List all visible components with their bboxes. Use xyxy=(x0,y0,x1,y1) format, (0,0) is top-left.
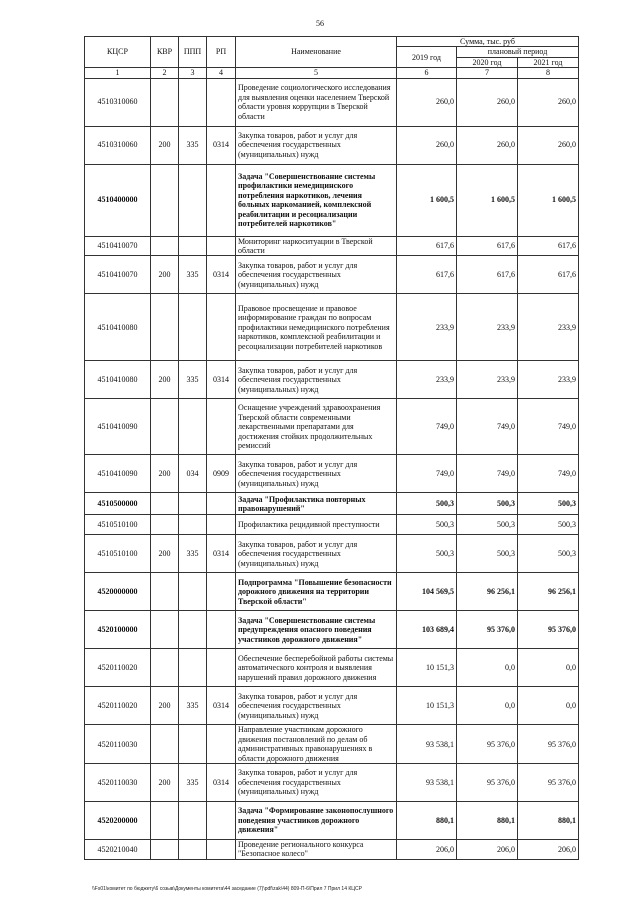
kvr-cell xyxy=(151,399,179,455)
kvr-cell: 200 xyxy=(151,126,179,164)
header-year-2019: 2019 год xyxy=(397,47,457,68)
name-cell: Закупка товаров, работ и услуг для обеспечения государственных (муниципальных) нужд xyxy=(236,764,397,802)
ppp-cell xyxy=(179,493,207,515)
amount-2020-cell: 206,0 xyxy=(457,840,518,860)
amount-2020-cell: 617,6 xyxy=(457,256,518,294)
ppp-cell xyxy=(179,611,207,649)
amount-2020-cell: 0,0 xyxy=(457,687,518,725)
table-row xyxy=(85,725,579,764)
kcsr-cell: 4510410090 xyxy=(85,455,151,493)
ppp-cell xyxy=(179,802,207,840)
amount-2020-cell: 233,9 xyxy=(457,294,518,361)
kcsr-cell: 4520210040 xyxy=(85,840,151,860)
header-kcsr: КЦСР xyxy=(85,37,151,68)
kcsr-cell: 4520110020 xyxy=(85,649,151,687)
kcsr-cell: 4510410080 xyxy=(85,361,151,399)
amount-2021-cell: 749,0 xyxy=(518,455,579,493)
name-cell: Оснащение учреждений здравоохранения Тверской области современными лекарственными препаратами для достижения стойких продолжительных ремиссий xyxy=(236,399,397,455)
kvr-cell xyxy=(151,515,179,535)
rp-cell xyxy=(207,78,236,126)
kvr-cell xyxy=(151,294,179,361)
ppp-cell: 335 xyxy=(179,535,207,573)
amount-2020-cell: 96 256,1 xyxy=(457,573,518,611)
table-row xyxy=(85,126,579,164)
kcsr-cell: 4520000000 xyxy=(85,573,151,611)
name-cell: Задача "Совершенствование системы профилактики немедицинского потребления наркотиков, лечения больных наркоманией, комплексной реабилитации и ресоциализации потребителей наркотиков" xyxy=(236,164,397,236)
amount-2019-cell: 500,3 xyxy=(397,493,457,515)
kcsr-cell: 4520110020 xyxy=(85,687,151,725)
name-cell: Задача "Профилактика повторных правонарушений" xyxy=(236,493,397,515)
kvr-cell: 200 xyxy=(151,256,179,294)
kcsr-cell: 4510410080 xyxy=(85,294,151,361)
name-cell: Закупка товаров, работ и услуг для обеспечения государственных (муниципальных) нужд xyxy=(236,535,397,573)
amount-2021-cell: 500,3 xyxy=(518,515,579,535)
ppp-cell xyxy=(179,649,207,687)
kvr-cell: 200 xyxy=(151,687,179,725)
table-row xyxy=(85,535,579,573)
amount-2019-cell: 260,0 xyxy=(397,78,457,126)
amount-2020-cell: 95 376,0 xyxy=(457,611,518,649)
rp-cell: 0909 xyxy=(207,455,236,493)
column-number: 7 xyxy=(457,68,518,78)
kcsr-cell: 4510410070 xyxy=(85,256,151,294)
ppp-cell xyxy=(179,840,207,860)
amount-2020-cell: 749,0 xyxy=(457,455,518,493)
footer-file-path: \\Fs01\комитет по бюджету\6 созыв\Документы комитета\44 заседание (7)\pdf\zak\44) 809-П-6\Прил 7 Прил 14 КЦСР xyxy=(92,886,362,892)
ppp-cell: 335 xyxy=(179,126,207,164)
rp-cell: 0314 xyxy=(207,764,236,802)
amount-2019-cell: 617,6 xyxy=(397,236,457,256)
amount-2020-cell: 1 600,5 xyxy=(457,164,518,236)
amount-2021-cell: 233,9 xyxy=(518,294,579,361)
amount-2021-cell: 880,1 xyxy=(518,802,579,840)
name-cell: Направление участникам дорожного движения постановлений по делам об административных правонарушениях в области дорожного движения xyxy=(236,725,397,764)
name-cell: Проведение регионального конкурса "Безопасное колесо" xyxy=(236,840,397,860)
column-number: 6 xyxy=(397,68,457,78)
rp-cell xyxy=(207,515,236,535)
table-row xyxy=(85,256,579,294)
kcsr-cell: 4510400000 xyxy=(85,164,151,236)
rp-cell: 0314 xyxy=(207,126,236,164)
table-row xyxy=(85,361,579,399)
ppp-cell: 335 xyxy=(179,256,207,294)
amount-2020-cell: 0,0 xyxy=(457,649,518,687)
amount-2021-cell: 233,9 xyxy=(518,361,579,399)
kcsr-cell: 4510500000 xyxy=(85,493,151,515)
table-row xyxy=(85,236,579,256)
header-name: Наименование xyxy=(236,37,397,68)
amount-2021-cell: 95 376,0 xyxy=(518,611,579,649)
kcsr-cell: 4520200000 xyxy=(85,802,151,840)
amount-2021-cell: 96 256,1 xyxy=(518,573,579,611)
kvr-cell: 200 xyxy=(151,455,179,493)
ppp-cell xyxy=(179,164,207,236)
ppp-cell xyxy=(179,725,207,764)
amount-2020-cell: 95 376,0 xyxy=(457,764,518,802)
ppp-cell: 335 xyxy=(179,361,207,399)
amount-2020-cell: 260,0 xyxy=(457,78,518,126)
ppp-cell xyxy=(179,399,207,455)
table-row xyxy=(85,164,579,236)
ppp-cell: 335 xyxy=(179,687,207,725)
table-row xyxy=(85,611,579,649)
ppp-cell xyxy=(179,236,207,256)
kvr-cell xyxy=(151,493,179,515)
table-row xyxy=(85,573,579,611)
amount-2020-cell: 95 376,0 xyxy=(457,725,518,764)
amount-2020-cell: 749,0 xyxy=(457,399,518,455)
name-cell: Профилактика рецидивной преступности xyxy=(236,515,397,535)
kcsr-cell: 4510510100 xyxy=(85,515,151,535)
amount-2021-cell: 0,0 xyxy=(518,649,579,687)
amount-2020-cell: 260,0 xyxy=(457,126,518,164)
kvr-cell xyxy=(151,725,179,764)
name-cell: Закупка товаров, работ и услуг для обеспечения государственных (муниципальных) нужд xyxy=(236,687,397,725)
amount-2021-cell: 500,3 xyxy=(518,493,579,515)
amount-2019-cell: 10 151,3 xyxy=(397,687,457,725)
amount-2019-cell: 93 538,1 xyxy=(397,725,457,764)
kcsr-cell: 4510310060 xyxy=(85,78,151,126)
amount-2019-cell: 104 569,5 xyxy=(397,573,457,611)
amount-2021-cell: 260,0 xyxy=(518,78,579,126)
table-row xyxy=(85,687,579,725)
column-number: 2 xyxy=(151,68,179,78)
amount-2021-cell: 1 600,5 xyxy=(518,164,579,236)
kvr-cell xyxy=(151,649,179,687)
amount-2021-cell: 95 376,0 xyxy=(518,764,579,802)
rp-cell xyxy=(207,493,236,515)
rp-cell xyxy=(207,573,236,611)
header-sum: Сумма, тыс. руб xyxy=(397,37,579,47)
kcsr-cell: 4520100000 xyxy=(85,611,151,649)
budget-table xyxy=(84,36,579,860)
amount-2019-cell: 233,9 xyxy=(397,361,457,399)
rp-cell xyxy=(207,236,236,256)
rp-cell: 0314 xyxy=(207,535,236,573)
name-cell: Закупка товаров, работ и услуг для обеспечения государственных (муниципальных) нужд xyxy=(236,361,397,399)
rp-cell xyxy=(207,164,236,236)
amount-2019-cell: 93 538,1 xyxy=(397,764,457,802)
rp-cell xyxy=(207,802,236,840)
rp-cell xyxy=(207,611,236,649)
column-number: 5 xyxy=(236,68,397,78)
kvr-cell xyxy=(151,611,179,649)
amount-2019-cell: 233,9 xyxy=(397,294,457,361)
amount-2019-cell: 103 689,4 xyxy=(397,611,457,649)
rp-cell: 0314 xyxy=(207,256,236,294)
amount-2019-cell: 1 600,5 xyxy=(397,164,457,236)
kvr-cell: 200 xyxy=(151,361,179,399)
kvr-cell xyxy=(151,840,179,860)
amount-2021-cell: 500,3 xyxy=(518,535,579,573)
amount-2021-cell: 0,0 xyxy=(518,687,579,725)
table-row xyxy=(85,515,579,535)
amount-2020-cell: 500,3 xyxy=(457,493,518,515)
table-row xyxy=(85,764,579,802)
amount-2021-cell: 617,6 xyxy=(518,256,579,294)
column-number-row xyxy=(85,68,579,78)
ppp-cell: 335 xyxy=(179,764,207,802)
rp-cell xyxy=(207,294,236,361)
amount-2019-cell: 749,0 xyxy=(397,399,457,455)
amount-2019-cell: 10 151,3 xyxy=(397,649,457,687)
rp-cell xyxy=(207,399,236,455)
name-cell: Проведение социологического исследования для выявления оценки населением Тверской области уровня коррупции в Тверской области xyxy=(236,78,397,126)
header-planned-period: плановый период xyxy=(457,47,579,57)
header-ppp: ППП xyxy=(179,37,207,68)
name-cell: Задача "Совершенствование системы предупреждения опасного поведения участников дорожного движения" xyxy=(236,611,397,649)
amount-2019-cell: 500,3 xyxy=(397,515,457,535)
amount-2021-cell: 260,0 xyxy=(518,126,579,164)
kvr-cell xyxy=(151,802,179,840)
name-cell: Закупка товаров, работ и услуг для обеспечения государственных (муниципальных) нужд xyxy=(236,126,397,164)
column-number: 4 xyxy=(207,68,236,78)
column-number: 3 xyxy=(179,68,207,78)
amount-2021-cell: 206,0 xyxy=(518,840,579,860)
table-row xyxy=(85,802,579,840)
kcsr-cell: 4510510100 xyxy=(85,535,151,573)
amount-2019-cell: 617,6 xyxy=(397,256,457,294)
amount-2020-cell: 500,3 xyxy=(457,535,518,573)
kcsr-cell: 4520110030 xyxy=(85,725,151,764)
kvr-cell xyxy=(151,236,179,256)
kcsr-cell: 4510310060 xyxy=(85,126,151,164)
ppp-cell: 034 xyxy=(179,455,207,493)
ppp-cell xyxy=(179,294,207,361)
kvr-cell xyxy=(151,164,179,236)
kvr-cell: 200 xyxy=(151,535,179,573)
rp-cell xyxy=(207,649,236,687)
name-cell: Закупка товаров, работ и услуг для обеспечения государственных (муниципальных) нужд xyxy=(236,455,397,493)
rp-cell: 0314 xyxy=(207,361,236,399)
header-year-2021: 2021 год xyxy=(518,57,579,67)
header-kvr: КВР xyxy=(151,37,179,68)
page-number: 56 xyxy=(316,19,324,28)
kvr-cell xyxy=(151,78,179,126)
ppp-cell xyxy=(179,573,207,611)
amount-2019-cell: 206,0 xyxy=(397,840,457,860)
table-row xyxy=(85,493,579,515)
ppp-cell xyxy=(179,515,207,535)
amount-2020-cell: 500,3 xyxy=(457,515,518,535)
name-cell: Закупка товаров, работ и услуг для обеспечения государственных (муниципальных) нужд xyxy=(236,256,397,294)
amount-2019-cell: 749,0 xyxy=(397,455,457,493)
table-row xyxy=(85,294,579,361)
rp-cell xyxy=(207,725,236,764)
table-row xyxy=(85,78,579,126)
kcsr-cell: 4520110030 xyxy=(85,764,151,802)
column-number: 1 xyxy=(85,68,151,78)
name-cell: Мониторинг наркоситуации в Тверской области xyxy=(236,236,397,256)
name-cell: Подпрограмма "Повышение безопасности дорожного движения на территории Тверской области" xyxy=(236,573,397,611)
name-cell: Задача "Формирование законопослушного поведения участников дорожного движения" xyxy=(236,802,397,840)
table-body xyxy=(85,78,579,859)
rp-cell: 0314 xyxy=(207,687,236,725)
table-row xyxy=(85,399,579,455)
table-row xyxy=(85,455,579,493)
name-cell: Правовое просвещение и правовое информирование граждан по вопросам профилактики немедицинского потребления наркотиков, комплексной реабилитации и ресоциализации потребителей наркотиков xyxy=(236,294,397,361)
rp-cell xyxy=(207,840,236,860)
amount-2020-cell: 233,9 xyxy=(457,361,518,399)
amount-2020-cell: 880,1 xyxy=(457,802,518,840)
header-rp: РП xyxy=(207,37,236,68)
table-row xyxy=(85,840,579,860)
amount-2019-cell: 260,0 xyxy=(397,126,457,164)
amount-2019-cell: 880,1 xyxy=(397,802,457,840)
kcsr-cell: 4510410090 xyxy=(85,399,151,455)
amount-2020-cell: 617,6 xyxy=(457,236,518,256)
ppp-cell xyxy=(179,78,207,126)
amount-2021-cell: 617,6 xyxy=(518,236,579,256)
kvr-cell xyxy=(151,573,179,611)
amount-2019-cell: 500,3 xyxy=(397,535,457,573)
amount-2021-cell: 749,0 xyxy=(518,399,579,455)
column-number: 8 xyxy=(518,68,579,78)
kcsr-cell: 4510410070 xyxy=(85,236,151,256)
amount-2021-cell: 95 376,0 xyxy=(518,725,579,764)
header-year-2020: 2020 год xyxy=(457,57,518,67)
kvr-cell: 200 xyxy=(151,764,179,802)
table-row xyxy=(85,649,579,687)
name-cell: Обеспечение бесперебойной работы системы автоматического контроля и выявления нарушений правил дорожного движения xyxy=(236,649,397,687)
